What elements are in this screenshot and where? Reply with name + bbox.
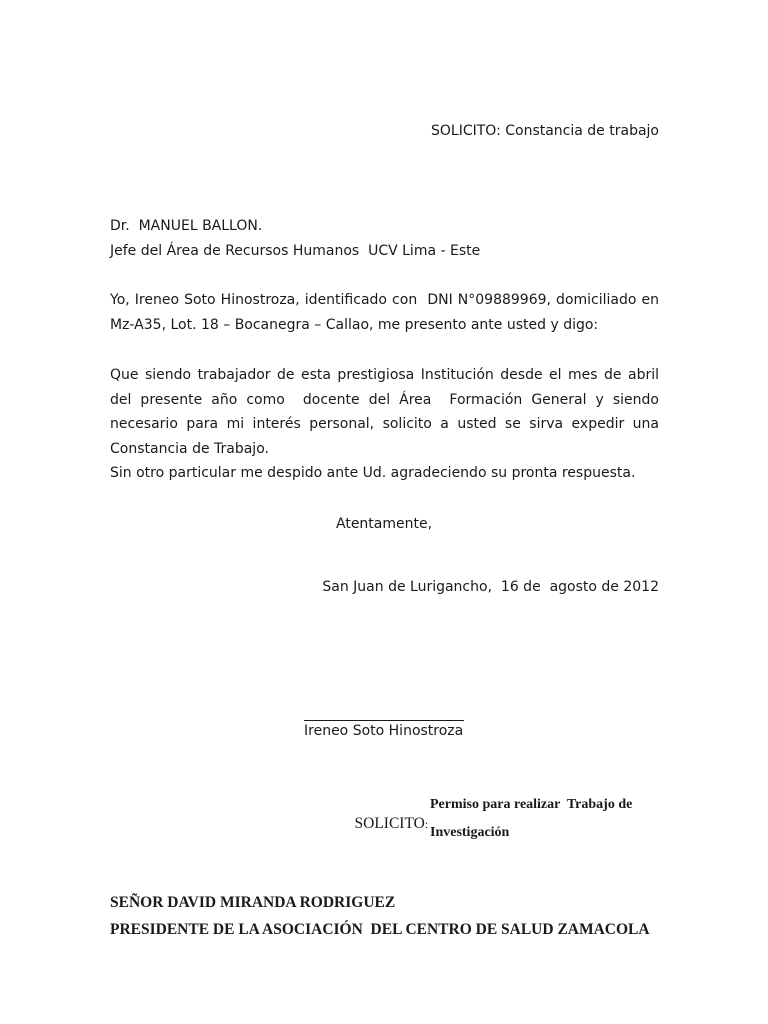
letter1-body-line: Que siendo trabajador de esta prestigiosa Institución desde el mes de abril: [110, 367, 659, 383]
letter1-body-line: Constancia de Trabajo.: [110, 440, 269, 457]
letter1-signature-name: Ireneo Soto Hinostroza: [304, 723, 464, 739]
letter1-recipient-name: Dr. MANUEL BALLON.: [110, 218, 263, 234]
letter1-body-line: necesario para mi interés personal, solicito a usted se sirva expedir una: [110, 416, 659, 432]
letter1-closing-line: Sin otro particular me despido ante Ud. agradeciendo su pronta respuesta.: [110, 465, 636, 481]
letter1-salutation: Atentamente,: [336, 516, 433, 532]
letter1-recipient-title: Jefe del Área de Recursos Humanos UCV Lima - Este: [110, 243, 481, 259]
letter2-subject-line1: Permiso para realizar Trabajo de: [430, 797, 633, 812]
letter2-subject-colon: :: [424, 817, 429, 831]
letter1-intro-paragraph: [110, 288, 659, 337]
letter2-recipient-title: PRESIDENTE DE LA ASOCIACIÓN DEL CENTRO DE SALUD ZAMACOLA: [110, 921, 650, 938]
letter1-intro-line: Mz-A35, Lot. 18 – Bocanegra – Callao, me presento ante usted y digo:: [110, 316, 599, 333]
letter1-place-date: San Juan de Lurigancho, 16 de agosto de 2012: [322, 579, 659, 595]
letter2-recipient-name: SEÑOR DAVID MIRANDA RODRIGUEZ: [110, 894, 396, 911]
letter1-subject: SOLICITO: Constancia de trabajo: [431, 123, 659, 139]
letter2-subject-label-group: [339, 797, 428, 851]
letter2-subject-line2: Investigación: [430, 825, 510, 840]
letter2-subject-label: SOLICITO: [354, 815, 425, 832]
letter1-body-line: del presente año como docente del Área Formación General y siendo: [110, 391, 659, 408]
letter1-body-paragraph: [110, 363, 659, 486]
letter1-intro-line: Yo, Ireneo Soto Hinostroza, identificado con DNI N°09889969, domiciliado en: [110, 292, 659, 308]
